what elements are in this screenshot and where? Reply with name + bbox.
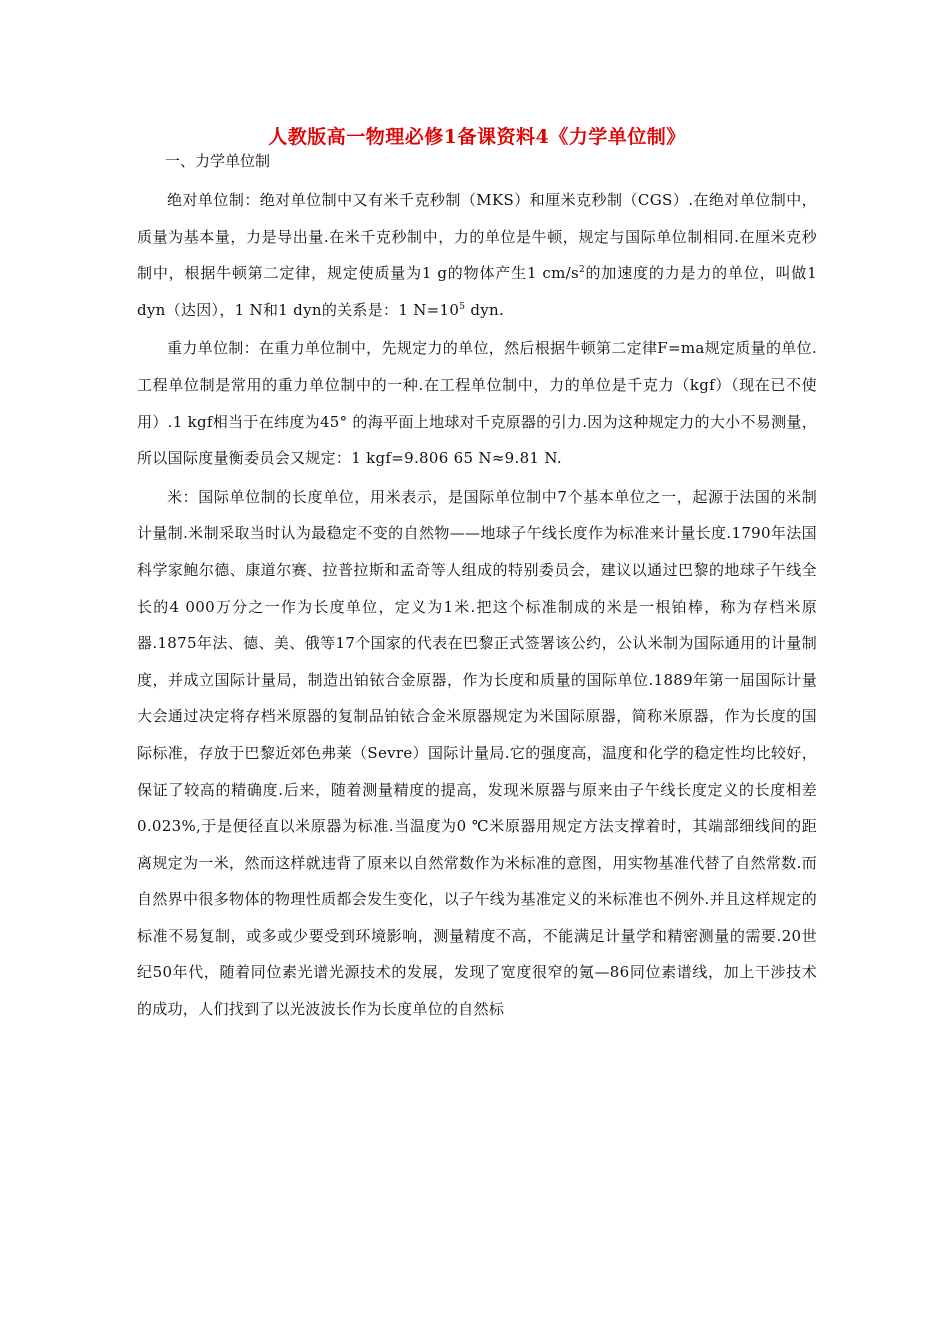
paragraph-meter: 米：国际单位制的长度单位，用米表示，是国际单位制中7个基本单位之一，起源于法国的米制计量制.米制采取当时认为最稳定不变的自然物——地球子午线长度作为标准来计量长度.1790年法国科学家鲍尔德、康道尔赛、拉普拉斯和孟奇等人组成的特别委员会，建议以通过巴黎的地球子午线全长的4 000万分之一作为长度单位，定义为1米.把这个标准制成的米是一根铂棒，称为存档米原器.1875年法、德、美、俄等17个国家的代表在巴黎正式签署该公约，公认米制为国际通用的计量制度，并成立国际计量局，制造出铂铱合金原器，作为长度和质量的国际单位.1889年第一届国际计量大会通过决定将存档米原器的复制品铂铱合金米原器规定为米国际原器，简称米原器，作为长度的国际标准，存放于巴黎近郊色弗莱（Sevre）国际计量局.它的强度高，温度和化学的稳定性均比较好，保证了较高的精确度.后来，随着测量精度的提高，发现米原器与原来由子午线长度定义的长度相差0.023%,于是便径直以米原器为标准.当温度为0 ℃米原器用规定方法支撑着时，其端部细线间的距离规定为一米，然而这样就违背了原来以自然常数作为米标准的意图，用实物基准代替了自然常数.而自然界中很多物体的物理性质都会发生变化，以子午线为基准定义的米标准也不例外.并且这样规定的标准不易复制，或多或少要受到环境影响，测量精度不高，不能满足计量学和精密测量的需要.20世纪50年代，随着同位素光谱光源技术的发展，发现了宽度很窄的氪—86同位素谱线，加上干涉技术的成功，人们找到了以光波波长作为长度单位的自然标 [137, 487, 817, 1019]
paragraph-text: dyn. [465, 300, 505, 319]
superscript: 5 [459, 301, 466, 312]
paragraph-gravitational-units: 重力单位制：在重力单位制中，先规定力的单位，然后根据牛顿第二定律F=ma规定质量的单位.工程单位制是常用的重力单位制中的一种.在工程单位制中，力的单位是千克力（kgf）（现在已不使用）.1 kgf相当于在纬度为45° 的海平面上地球对千克原器的引力.因为这种规定力的大小不易测量，所以国际度量衡委员会又规定：1 kgf=9.806 65 N≈9.81 N. [137, 339, 817, 468]
paragraph-text: 的加速度的力是力的单位，叫做1 dyn（达因），1 N和1 dyn的关系是：1 N=10 [137, 264, 818, 319]
paragraph-text: 绝对单位制：绝对单位制中又有米千克秒制（MKS）和厘米克秒制（CGS）.在绝对单位制中，质量为基本量，力是导出量.在米千克秒制中，力的单位是牛顿，规定与国际单位制相同.在厘米克秒制中，根据牛顿第二定律，规定使质量为1 g的物体产生1 cm/s [137, 191, 817, 283]
section-heading: 一、力学单位制 [165, 152, 271, 170]
document-page [137, 124, 817, 1028]
paragraph-absolute-units [137, 182, 817, 328]
document-title: 人教版高一物理必修1备课资料4《力学单位制》 [268, 126, 686, 148]
superscript: 2 [578, 265, 586, 276]
